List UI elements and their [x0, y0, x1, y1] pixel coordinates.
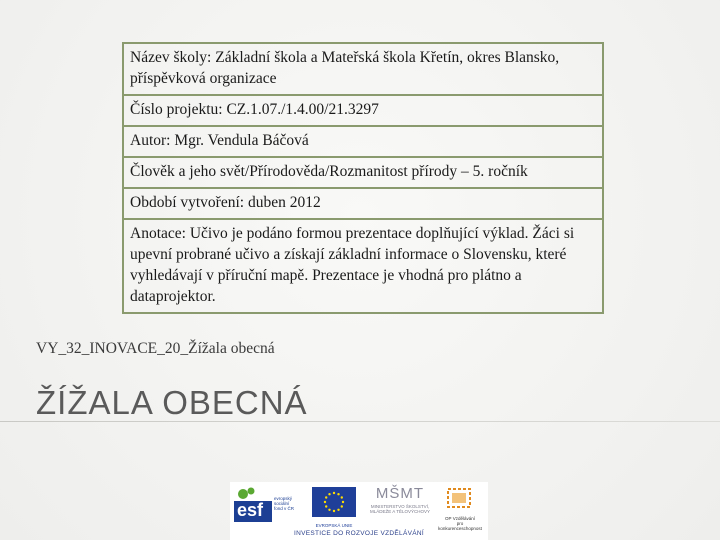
- eu-star-icon: [325, 505, 327, 507]
- info-row: [123, 219, 603, 313]
- msmt-logo: [370, 485, 430, 525]
- esf-line: evropský: [274, 496, 293, 501]
- creation-date-cell: Období vytvoření: duben 2012: [123, 188, 603, 219]
- project-info-table: [122, 42, 604, 314]
- msmt-caption: [370, 504, 430, 514]
- annotation-cell: Anotace: Učivo je podáno formou prezentace doplňující výklad. Žáci si upevní probrané učivo a získají základní informace o Slovensku, které vyhledávají v příruční mapě. Prezentace je vhodná pro plátno a dataprojektor.: [123, 219, 603, 313]
- author-cell: Autor: Mgr. Vendula Báčová: [123, 126, 603, 157]
- eu-star-icon: [328, 493, 330, 495]
- esf-mark: esf: [237, 500, 264, 520]
- op-line: OP Vzdělávání: [445, 516, 475, 521]
- esf-logo: [234, 486, 304, 522]
- msmt-line: MLÁDEŽE A TĚLOVÝCHOVY: [370, 509, 430, 514]
- eu-star-icon: [341, 496, 343, 498]
- eu-star-icon: [333, 492, 335, 494]
- msmt-mark: MŠMT: [375, 485, 425, 502]
- op-vk-logo: [436, 485, 484, 531]
- esf-line: fond v ČR: [274, 506, 295, 511]
- op-vk-emblem-icon: [436, 485, 484, 511]
- title-divider: [0, 421, 720, 422]
- info-row: [123, 95, 603, 126]
- eu-flag-icon: [312, 487, 356, 517]
- slide-title: ŽÍŽALA OBECNÁ: [36, 384, 308, 421]
- eu-logo: [312, 487, 356, 528]
- info-row: [123, 126, 603, 157]
- eu-star-icon: [341, 505, 343, 507]
- info-row: [123, 43, 603, 95]
- eu-star-icon: [324, 501, 326, 503]
- eu-star-icon: [337, 493, 339, 495]
- esf-caption: [274, 496, 294, 511]
- eu-star-icon: [333, 510, 335, 512]
- subject-cell: Člověk a jeho svět/Přírodověda/Rozmanitost přírody – 5. ročník: [123, 157, 603, 188]
- msmt-line: MINISTERSTVO ŠKOLSTVÍ,: [370, 504, 430, 509]
- funding-tagline: INVESTICE DO ROZVOJE VZDĚLÁVÁNÍ: [294, 530, 424, 537]
- eu-star-icon: [325, 496, 327, 498]
- info-row: [123, 157, 603, 188]
- eu-star-icon: [342, 501, 344, 503]
- eu-star-icon: [337, 509, 339, 511]
- eu-star-icon: [328, 509, 330, 511]
- info-row: [123, 188, 603, 219]
- project-number-cell: Číslo projektu: CZ.1.07./1.4.00/21.3297: [123, 95, 603, 126]
- op-vk-caption: [436, 516, 484, 531]
- funding-logo-bar: [230, 482, 488, 540]
- op-line: pro konkurenceschopnost: [438, 521, 482, 531]
- school-name-cell: Název školy: Základní škola a Mateřská škola Křetín, okres Blansko, příspěvková organizace: [123, 43, 603, 95]
- material-code: VY_32_INOVACE_20_Žížala obecná: [36, 340, 275, 357]
- eu-caption: EVROPSKÁ UNIE: [315, 523, 353, 528]
- esf-line: sociální: [274, 501, 290, 506]
